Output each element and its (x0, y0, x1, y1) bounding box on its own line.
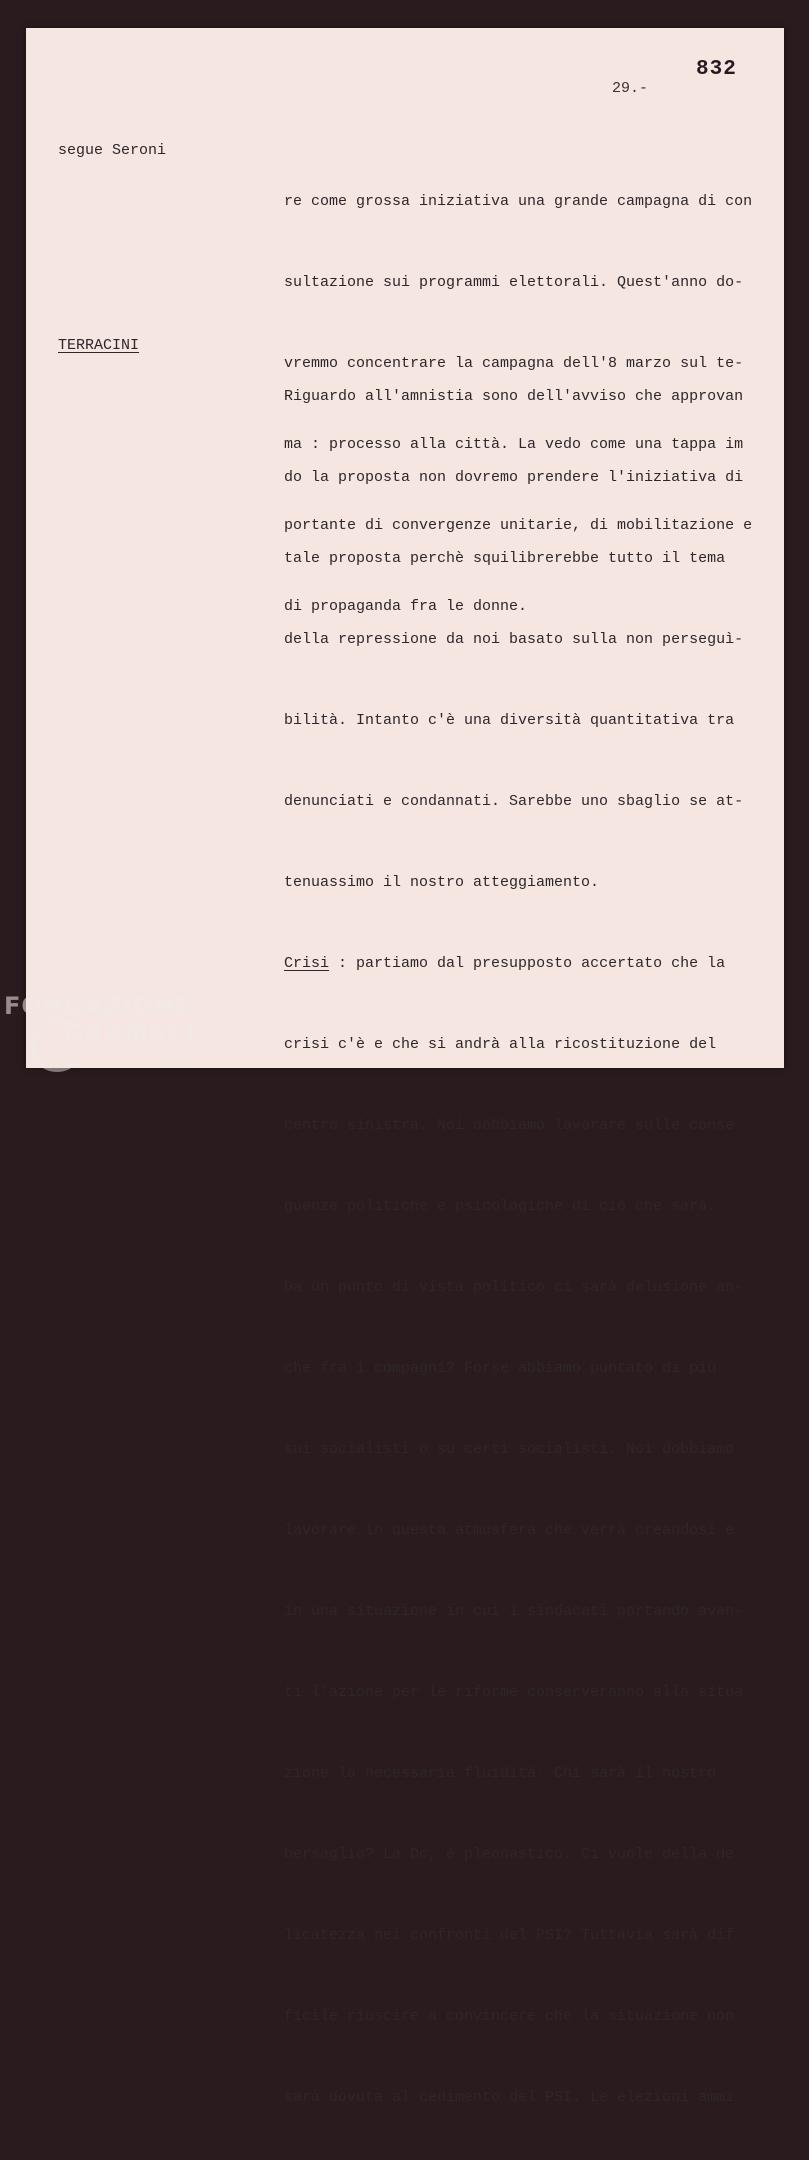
archive-stamp-number: 832 (696, 58, 737, 81)
text-line: in una situazione in cui i sindacati portando avan- (284, 1603, 744, 1620)
text-line: tale proposta perchè squilibrerebbe tutto il tema (284, 550, 726, 567)
text-line: ti l'azione per le riforme conserveranno alla situa (284, 1684, 744, 1701)
page-number: 29.- (612, 80, 649, 97)
text-line: guenze politiche e psicologiche di ciò che sarà. (284, 1198, 717, 1215)
text-line: licatezza nei confronti del PSI? Tuttavia sarà dif (284, 1927, 735, 1944)
text-line: di propaganda fra le donne. (284, 598, 528, 615)
speaker-label-terracini: TERRACINI (58, 337, 140, 354)
watermark-line-3: onlus (164, 1058, 193, 1066)
text-line: che fra i compagni? Forse abbiamo puntato di più (284, 1360, 717, 1377)
text-line: vremmo concentrare la campagna dell'8 marzo sul te- (284, 355, 744, 372)
watermark-line-2: GRAMSCI (64, 1020, 196, 1048)
text-line: della repressione da noi basato sulla non perseguì- (284, 631, 744, 648)
text-line: sui socialisti o su certi socialisti. Noi dobbiamo (284, 1441, 735, 1458)
text-line: sultazione sui programmi elettorali. Quest'anno do- (284, 274, 744, 291)
text-line-crisi (284, 950, 764, 977)
text-line: zione la necessaria fluidità. Chi sarà il nostro (284, 1765, 717, 1782)
text-line: bilità. Intanto c'è una diversità quantitativa tra (284, 712, 735, 729)
text-line: sarà dovuta al cedimento del PSI. Le elezioni ammi (284, 2089, 735, 2106)
text-line: tenuassimo il nostro atteggiamento. (284, 874, 600, 891)
text-line: crisi c'è e che si andrà alla ricostituzione del (284, 1036, 717, 1053)
subheading-crisi: Crisi (284, 955, 330, 972)
text-line: bersaglio? La Dc, è pleonastico. Ci vuole della de (284, 1846, 735, 1863)
text-line: portante di convergenze unitarie, di mobilitazione e (284, 517, 753, 534)
text-line: Da un punto di vista politico ci sarà delusione an- (284, 1279, 744, 1296)
text-line: ficile riuscire a convincere che la situazione non (284, 2008, 735, 2025)
text-line: centro sinistra. Noi dobbiamo lavorare sulle conse (284, 1117, 735, 1134)
text-block-terracini (284, 329, 764, 2160)
text-line: Riguardo all'amnistia sono dell'avviso che approvan (284, 388, 744, 405)
text-line: denunciati e condannati. Sarebbe uno sbaglio se at- (284, 793, 744, 810)
text-line: lavorare in questa atmosfera che verrà creandosi e (284, 1522, 735, 1539)
text-line: ma : processo alla città. La vedo come una tappa im (284, 436, 744, 453)
fondazione-gramsci-watermark (4, 992, 195, 1076)
watermark-line-1: FONDAZIONE (4, 992, 193, 1020)
text-line-crisi-rest: : partiamo dal presupposto accertato che la (338, 955, 726, 972)
document-page (26, 28, 784, 2106)
speaker-label-seroni: segue Seroni (58, 142, 167, 159)
text-line: re come grossa iniziativa una grande campagna di con (284, 193, 753, 210)
text-line: do la proposta non dovremo prendere l'iniziativa di (284, 469, 744, 486)
